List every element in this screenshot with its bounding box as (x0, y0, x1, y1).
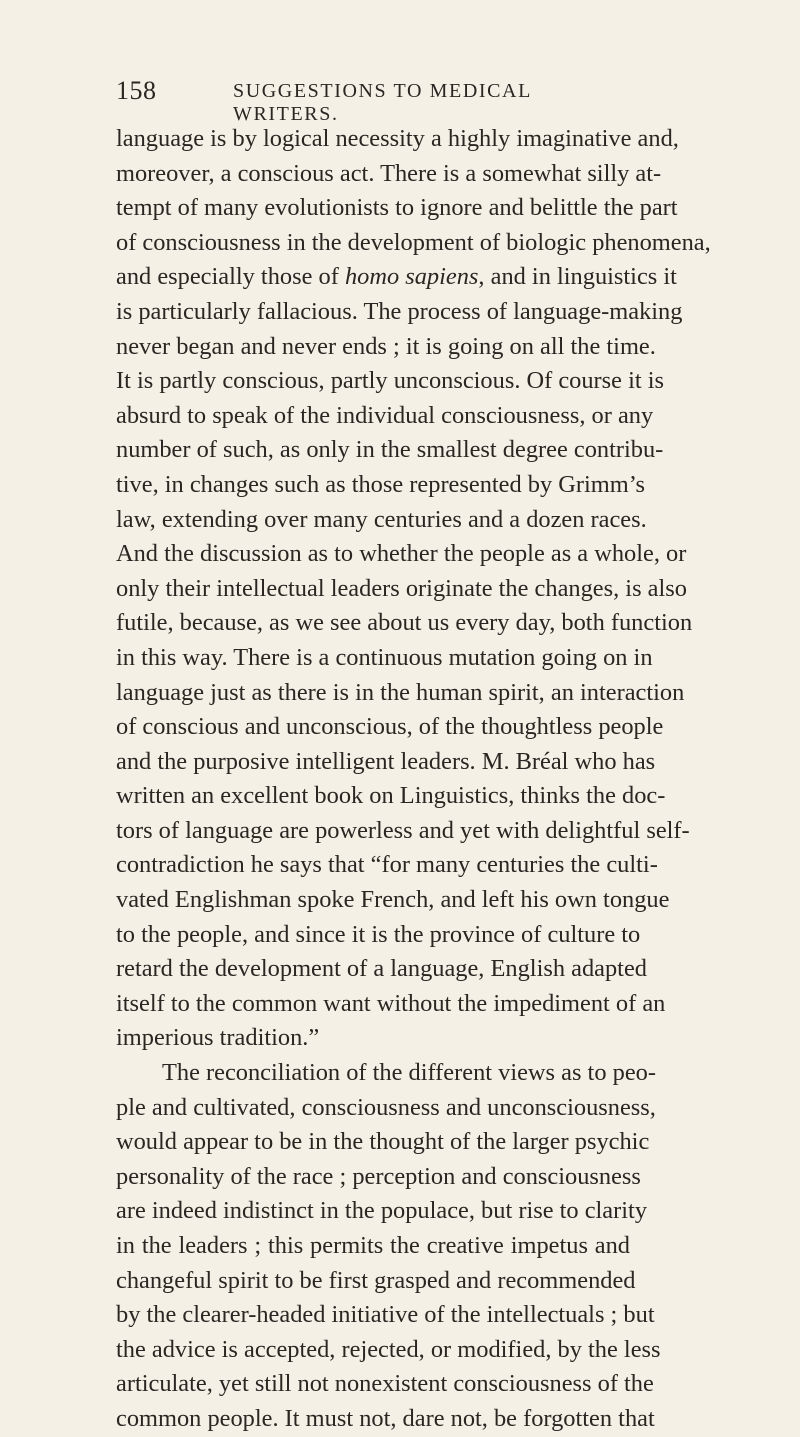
text-line: imperious tradition.” (116, 1024, 320, 1052)
text-line: tive, in changes such as those represented by Grimm’s (116, 470, 646, 498)
text-line: moreover, a conscious act. There is a somewhat silly at- (116, 159, 662, 187)
text-line: ple and cultivated, consciousness and unconsciousness, (116, 1093, 656, 1121)
text-line: And the discussion as to whether the people as a whole, or (116, 540, 687, 568)
text-line: would appear to be in the thought of the larger psychic (116, 1128, 650, 1156)
text-line: itself to the common want without the impediment of an (116, 989, 666, 1017)
text-line: vated Englishman spoke French, and left his own tongue (116, 886, 670, 914)
text-line: law, extending over many centuries and a dozen races. (116, 505, 647, 533)
text-line: to the people, and since it is the province of culture to (116, 920, 641, 948)
text-line: language just as there is in the human spirit, an interaction (116, 678, 685, 706)
running-head (116, 76, 630, 125)
text-line: of consciousness in the development of biologic phenomena, (116, 228, 711, 256)
text-line: futile, because, as we see about us every day, both function (116, 609, 693, 637)
text-segment: and especially those of (116, 263, 345, 291)
text-line: language is by logical necessity a highly imaginative and, (116, 125, 679, 152)
text-line: changeful spirit to be first grasped and recommended (116, 1266, 636, 1294)
text-line: personality of the race ; perception and consciousness (116, 1162, 641, 1190)
text-line: by the clearer-headed initiative of the intellectuals ; but (116, 1301, 655, 1329)
text-line: number of such, as only in the smallest degree contribu- (116, 436, 664, 464)
text-line (116, 260, 677, 295)
text-line: written an excellent book on Linguistics, thinks the doc- (116, 782, 666, 810)
text-line: and the purposive intelligent leaders. M. Bréal who has (116, 747, 656, 775)
text-line: are indeed indistinct in the populace, but rise to clarity (116, 1197, 648, 1225)
page-number: 158 (116, 76, 157, 105)
text-line: articulate, yet still not nonexistent consciousness of the (116, 1370, 654, 1398)
text-line: The reconciliation of the different views as to peo- (162, 1059, 656, 1087)
text-line: It is partly conscious, partly unconscious. Of course it is (116, 367, 665, 395)
italic-term: homo sapiens (344, 263, 479, 291)
text-line: is particularly fallacious. The process of language-making (116, 297, 683, 325)
text-line: never began and never ends ; it is going on all the time. (116, 332, 656, 360)
text-line: of conscious and unconscious, of the thoughtless people (116, 713, 664, 741)
text-line: tempt of many evolutionists to ignore and belittle the part (116, 194, 678, 222)
text-segment: , and in linguistics it (478, 263, 677, 291)
running-title: SUGGESTIONS TO MEDICAL WRITERS. (233, 80, 532, 125)
text-line: in the leaders ; this permits the creative impetus and (116, 1232, 630, 1259)
text-line: absurd to speak of the individual consciousness, or any (116, 401, 654, 429)
text-line: the advice is accepted, rejected, or modified, by the less (116, 1335, 661, 1363)
text-line: tors of language are powerless and yet with delightful self- (116, 816, 690, 844)
text-line: only their intellectual leaders originate the changes, is also (116, 574, 687, 602)
text-line: contradiction he says that “for many centuries the culti- (116, 851, 658, 879)
text-line: common people. It must not, dare not, be forgotten that (116, 1404, 655, 1432)
text-line: retard the development of a language, English adapted (116, 955, 647, 983)
text-line: in this way. There is a continuous mutation going on in (116, 643, 653, 671)
body-text (116, 122, 711, 1437)
